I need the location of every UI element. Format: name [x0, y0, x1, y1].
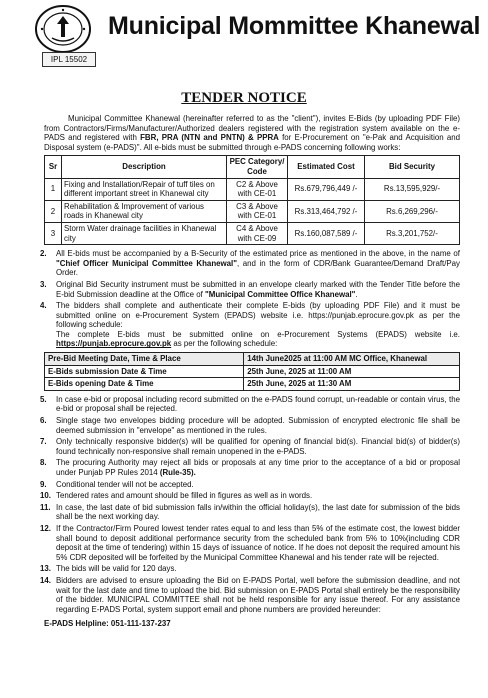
page-title: Municipal Mommittee Khanewal — [108, 12, 481, 40]
works-table — [44, 155, 460, 245]
list-item: 10. Tendered rates and amount should be filled in figures as well as in words. — [40, 491, 313, 501]
helpline: E-PADS Helpline: 051-111-137-237 — [44, 619, 171, 629]
table-row: E-Bids submission Date & Time 25th June, 2025 at 11:00 AM — [45, 365, 460, 378]
notice-body — [40, 114, 461, 629]
list-item: 11. In case, the last date of bid submission falls in/within the official holiday(s), the last date for submission of the bids shall be the next working day. — [40, 502, 460, 522]
license-number: IPL 15502 — [42, 52, 96, 67]
table-row: E-Bids opening Date & Time 25th June, 2025 at 11:30 AM — [45, 378, 460, 391]
list-item: 13. The bids will be valid for 120 days. — [40, 564, 177, 574]
schedule-table — [44, 352, 460, 391]
table-row: 2 Rehabilitation & Improvement of various roads in Khanewal city C3 & Above with CE-01 Rs.313,464,792 /- Rs.6,269,296/- — [45, 200, 460, 222]
list-item: 5. In case e-bid or proposal including record submitted on the e-PADS found corrupt, un-readable or contain virus, the e-bid or proposal shall be rejected. — [40, 394, 460, 414]
table-row: 3 Storm Water drainage facilities in Khanewal city C4 & Above with CE-09 Rs.160,087,589 /- Rs.3,201,752/- — [45, 222, 460, 244]
header — [0, 0, 488, 76]
conditions-list — [40, 249, 461, 349]
table-row: Pre-Bid Meeting Date, Time & Place 14th June2025 at 11:00 AM MC Office, Khanewal — [45, 353, 460, 366]
epads-link[interactable]: https://punjab.eprocure.gov.pk — [56, 339, 172, 349]
list-item: 7. Only technically responsive bidder(s) will be qualified for opening of financial bid(s). Financial bid(s) of bidder(s) found technically non-responsive shall remain unopened in the e-PADS. — [40, 437, 460, 456]
list-item: 9. Conditional tender will not be accepted. — [40, 479, 194, 489]
table-row: 1 Fixing and Installation/Repair of tuff tiles on different important street in Khanewal city C2 & Above with CE-01 Rs.679,796,449 /- Rs.13,595,929/- — [45, 178, 460, 200]
list-item: 3. Original Bid Security instrument must be submitted in an envelope clearly marked with the Tender Title before the E-bid Submission deadline at the Office of "Municipal Committee Office Khanewal". — [40, 279, 460, 299]
list-item: 2. All E-bids must be accompanied by a B-Security of the estimated price as mentioned in the above, in the name of "Chief Officer Municipal Committee Khanewal", and in the form of CDR/Bank Guarantee/Demand Draft/Pay Order. — [40, 249, 461, 278]
table-header-row: Sr Description PEC Category/ Code Estimated Cost Bid Security — [45, 156, 460, 178]
list-item: 4. The bidders shall complete and authenticate their complete E-bids (by uploading PDF File) and it must be submitted online on e-Procurement System (EPADS) website i.e. https://punjab.eprocure.gov.pk as per the following schedule: The complete E-bids must be submitted online on e-Procurement Systems (EPADS) website i.e. https://punjab.eprocure.gov.pk as per the following schedule: — [40, 301, 460, 349]
intro-paragraph: Municipal Committee Khanewal (hereinafter referred to as the "client"), invites E-Bids (by uploading PDF File) from Contractors/Firms/Manufacturer/Authorized dealers registered with the registration system available on the e-PADS and registered with FBR, PRA (NTN and PNTN) & PPRA for E-Procurement on "e-Pak and Acquisition and Disposal system (e-PADS)". All e-bids must be submitted through e-PADS concerning following works: — [44, 114, 460, 152]
list-item: 12. If the Contractor/Firm Poured lowest tender rates equal to and less than 5% of the estimate cost, the lowest bidder shall bound to deposit additional performance security from the scheduled bank from 5% to 10%(including CDR deposit at the time of tendering) within 15 days of issuance of notice. If he does not deposit the required amount his 5% CDR deposited will be forfeited by the Municipal Committee Khanewal and his tender rate will be rejected. — [40, 523, 460, 562]
list-item: 14. Bidders are advised to ensure uploading the Bid on E-PADS Portal, well before the submission deadline, and not wait for the last date and time to upload the bid. Bid submission on E-PADS Portal shall entirely be the responsibility of the bidder. MUNICIPAL COMMITTEE shall not be held responsible for any issue thereof. For any assistance regarding E-PADS Portal, system support email and phone numbers are provided hereunder: — [40, 575, 460, 614]
list-item: 6. Single stage two envelopes bidding procedure will be adopted. Submission of encrypted electronic file shall be deemed submission in "envelope" as mentioned in the rules. — [40, 416, 460, 435]
conditions-list-continued — [40, 394, 460, 614]
municipal-committee-logo-icon — [34, 4, 92, 54]
notice-title: TENDER NOTICE — [181, 90, 307, 106]
list-item: 8. The procuring Authority may reject all bids or proposals at any time prior to the acceptance of a bid or proposal under Punjab PP Rules 2014 (Rule-35). — [40, 458, 460, 477]
